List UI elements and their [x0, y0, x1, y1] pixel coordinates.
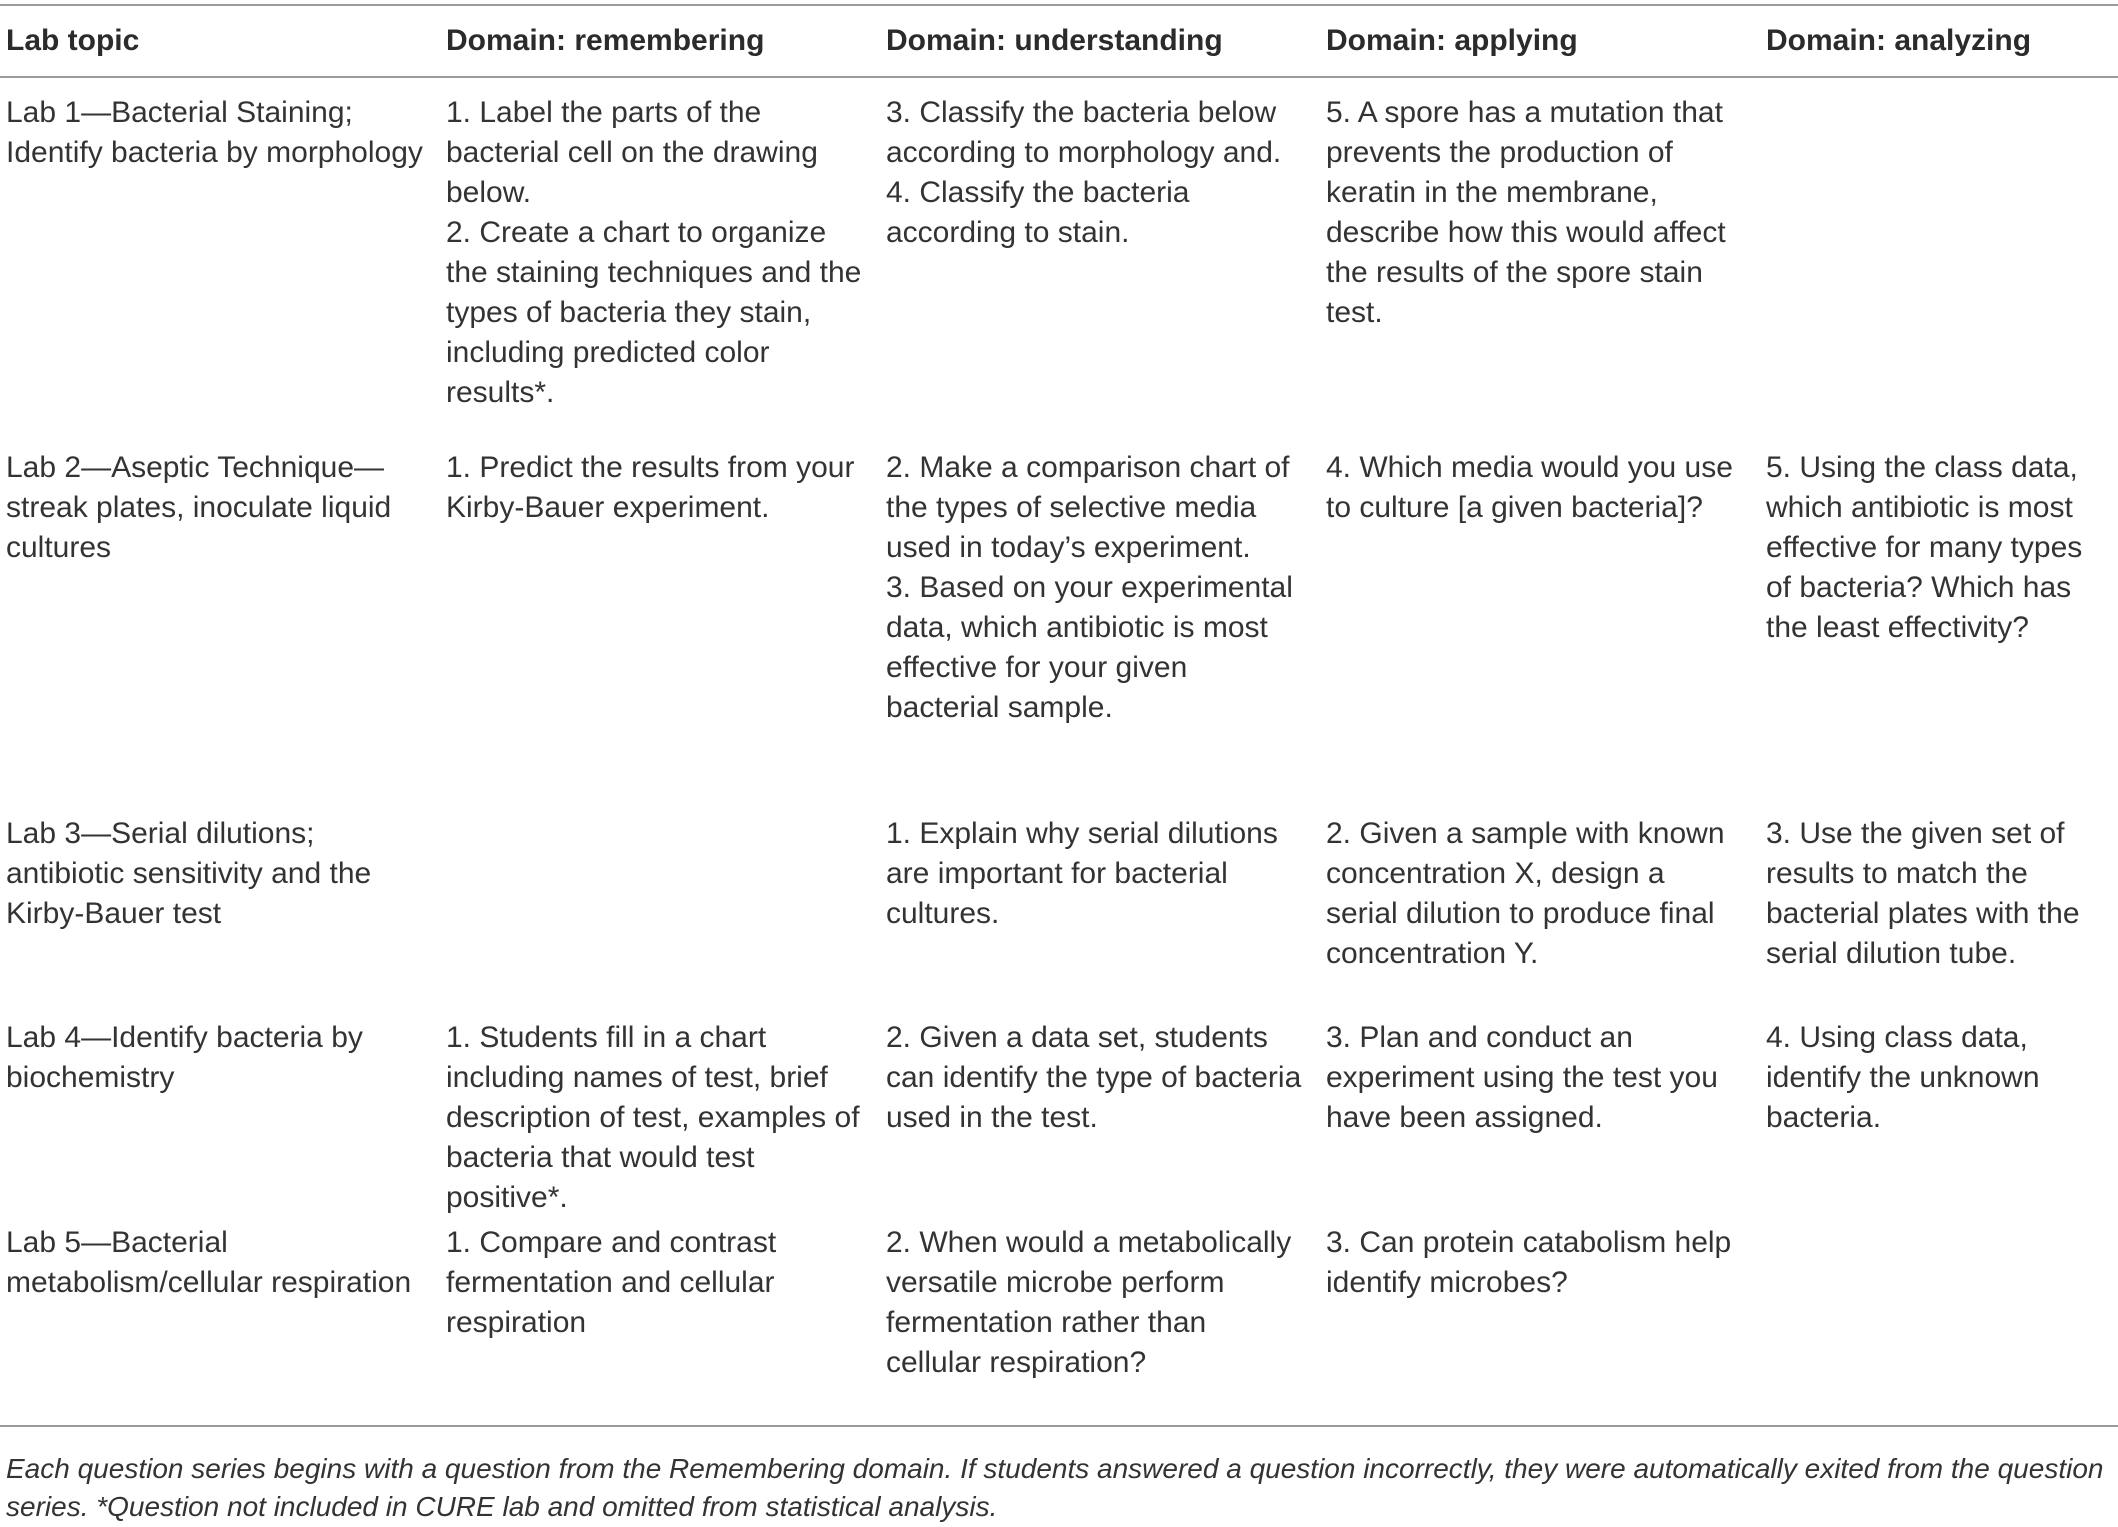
question-text: 3. Can protein catabolism help identify microbes? — [1326, 1226, 1732, 1299]
question-text: 4. Using class data, identify the unknown bacteria. — [1766, 1021, 2040, 1134]
table-row — [0, 1018, 2118, 1223]
cell-remembering — [440, 1223, 880, 1426]
question-text: 2. Make a comparison chart of the types of selective media used in today’s experiment. — [886, 451, 1290, 564]
table-row — [0, 448, 2118, 814]
cell-understanding — [880, 814, 1320, 1018]
cell-applying — [1320, 77, 1760, 448]
cell-analyzing — [1760, 1223, 2118, 1426]
cell-topic — [0, 448, 440, 814]
cell-analyzing — [1760, 448, 2118, 814]
cell-understanding — [880, 1018, 1320, 1223]
cell-topic — [0, 1223, 440, 1426]
question-text: 1. Predict the results from your Kirby-Bauer experiment. — [446, 451, 855, 524]
cell-remembering — [440, 1018, 880, 1223]
cell-understanding — [880, 1223, 1320, 1426]
question-text: 5. Using the class data, which antibiotic is most effective for many types of bacteria? Which has the least effectivity? — [1766, 451, 2083, 644]
table-row — [0, 77, 2118, 448]
cell-remembering — [440, 814, 880, 1018]
cell-remembering — [440, 448, 880, 814]
cell-understanding — [880, 77, 1320, 448]
header-understanding: Domain: understanding — [880, 5, 1320, 77]
cell-applying — [1320, 1223, 1760, 1426]
question-text: 4. Which media would you use to culture [a given bacteria]? — [1326, 451, 1733, 524]
question-text: 3. Use the given set of results to match the bacterial plates with the serial dilution tube. — [1766, 817, 2080, 970]
table-footnote: Each question series begins with a question from the Remembering domain. If students answered a question incorrectly, they were automatically exited from the question series. *Question not included in CURE lab and omitted from statistical analysis. — [6, 1453, 2104, 1522]
cell-understanding — [880, 448, 1320, 814]
header-row — [0, 5, 2118, 77]
cell-topic — [0, 814, 440, 1018]
table-header — [0, 5, 2118, 77]
cell-topic — [0, 1018, 440, 1223]
cell-applying — [1320, 448, 1760, 814]
question-text: 3. Based on your experimental data, which antibiotic is most effective for your given bacterial sample. — [886, 571, 1293, 724]
question-text: 1. Label the parts of the bacterial cell on the drawing below. — [446, 96, 818, 209]
question-text: 5. A spore has a mutation that prevents the production of keratin in the membrane, describe how this would affect the results of the spore stain test. — [1326, 96, 1726, 329]
cell-topic — [0, 77, 440, 448]
question-text: 3. Classify the bacteria below according to morphology and. — [886, 96, 1282, 169]
table-row — [0, 814, 2118, 1018]
topic-text: Lab 4—Identify bacteria by biochemistry — [6, 1021, 363, 1094]
topic-text: Lab 3—Serial dilutions; antibiotic sensitivity and the Kirby-Bauer test — [6, 817, 372, 930]
table-body — [0, 77, 2118, 1426]
question-text: 3. Plan and conduct an experiment using the test you have been assigned. — [1326, 1021, 1718, 1134]
question-text: 2. Create a chart to organize the staining techniques and the types of bacteria they stain, including predicted color results*. — [446, 216, 862, 409]
question-text: 2. Given a sample with known concentration X, design a serial dilution to produce final concentration Y. — [1326, 817, 1725, 970]
cell-analyzing — [1760, 1018, 2118, 1223]
lab-questions-table — [0, 4, 2118, 1427]
question-text: 1. Explain why serial dilutions are important for bacterial cultures. — [886, 817, 1278, 930]
question-text: 4. Classify the bacteria according to stain. — [886, 176, 1190, 249]
topic-text: Lab 1—Bacterial Staining; Identify bacteria by morphology — [6, 96, 423, 169]
cell-analyzing — [1760, 814, 2118, 1018]
cell-remembering — [440, 77, 880, 448]
header-applying: Domain: applying — [1320, 5, 1760, 77]
topic-text: Lab 5—Bacterial metabolism/cellular respiration — [6, 1226, 412, 1299]
cell-analyzing — [1760, 77, 2118, 448]
question-text: 1. Students fill in a chart including names of test, brief description of test, examples of bacteria that would test positive*. — [446, 1021, 860, 1214]
header-analyzing: Domain: analyzing — [1760, 5, 2118, 77]
table-row — [0, 1223, 2118, 1426]
header-remembering: Domain: remembering — [440, 5, 880, 77]
question-text: 2. When would a metabolically versatile microbe perform fermentation rather than cellular respiration? — [886, 1226, 1292, 1379]
header-lab-topic: Lab topic — [0, 5, 440, 77]
question-text: 1. Compare and contrast fermentation and cellular respiration — [446, 1226, 777, 1339]
cell-applying — [1320, 1018, 1760, 1223]
topic-text: Lab 2—Aseptic Technique—streak plates, inoculate liquid cultures — [6, 451, 392, 564]
cell-applying — [1320, 814, 1760, 1018]
question-text: 2. Given a data set, students can identify the type of bacteria used in the test. — [886, 1021, 1302, 1134]
